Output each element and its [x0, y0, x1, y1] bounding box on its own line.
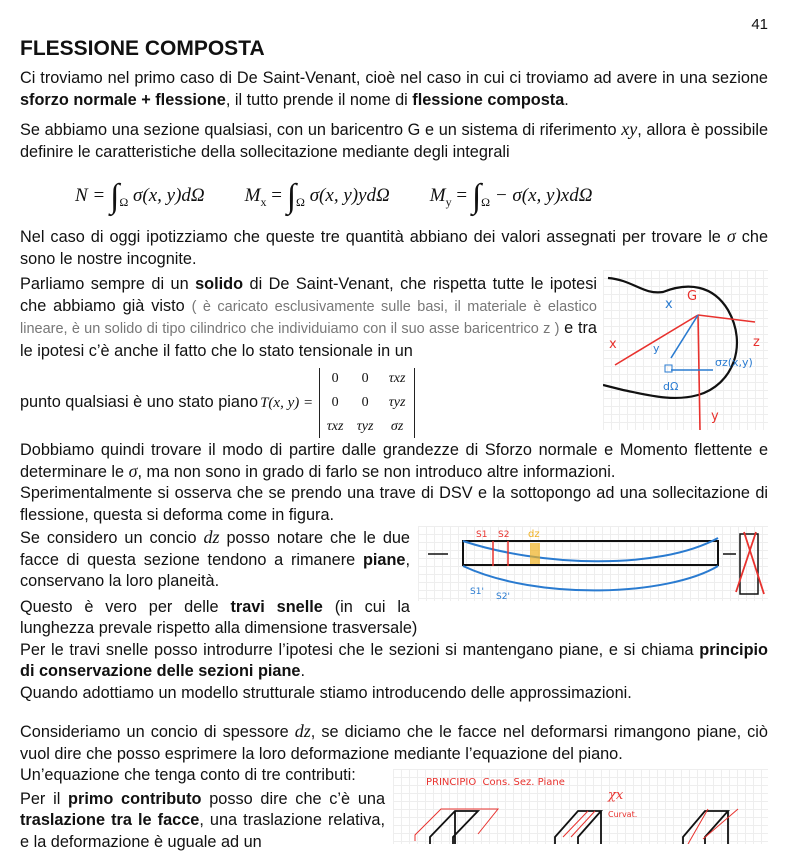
paragraph-section [20, 120, 768, 163]
integral-sign: ∫ [287, 178, 296, 215]
text: , conservano la loro planeità. [20, 551, 410, 591]
text: Se considero un concio [20, 529, 204, 547]
fig-label: dΩ [663, 380, 678, 393]
paragraph-slender [20, 597, 768, 640]
gray-note: ( è caricato esclusivamente sulle basi, il materiale è elastico lineare, è un solido di tipo cilindrico che individuiamo con il suo asse baricentrico z ) [20, 299, 597, 338]
figure-beam-bending [418, 526, 768, 601]
fig-label: χx [607, 788, 624, 803]
figure-plane-sections [393, 769, 768, 844]
fig-label: dz [528, 529, 540, 540]
fig-label: S1' [470, 587, 484, 597]
math: Ω [481, 195, 490, 209]
paragraph-contributions: Un’equazione che tenga conto di tre contributi: [20, 765, 768, 787]
text: Nel caso di oggi ipotizziamo che queste tre quantità abbiano dei valori assegnati per trovare le [20, 228, 727, 246]
math: Ω [119, 195, 128, 209]
math: x [260, 195, 266, 209]
fig-label: x [665, 297, 673, 312]
math: T(x, y) = [260, 394, 313, 412]
matrix-cell: τyz [350, 419, 380, 435]
fig-label: S1 [476, 530, 487, 540]
matrix-cell: τxz [320, 419, 350, 435]
fig-label: x [609, 337, 617, 352]
paragraph-approx: Quando adottiamo un modello strutturale stiamo introducendo delle approssimazioni. [20, 683, 768, 705]
math: σ(x, y)dΩ [133, 185, 205, 206]
text: e tra le ipotesi c’è anche il fatto che lo stato tensionale in un [20, 319, 597, 360]
text: , se diciamo che le facce nel deformarsi rimangono piane, ciò vuol dire che posso esprimere la loro deformazione mediante l’equazione del piano. [20, 723, 768, 763]
text: Per il [20, 790, 68, 808]
bold-text: sforzo normale + flessione [20, 91, 226, 109]
matrix-cell: τyz [382, 395, 412, 411]
figure-section-diagram [603, 270, 768, 430]
matrix-cell: σz [382, 419, 412, 435]
math: y [446, 195, 452, 209]
fig-label: S2' [496, 592, 510, 601]
math: M [245, 185, 261, 206]
formula-mx: $M_x = \int_\Omega$ σ(x, y)ydΩ [245, 185, 390, 208]
text: . [564, 91, 569, 109]
blocks-sketch [393, 769, 768, 844]
bold-text: flessione composta [412, 91, 564, 109]
paragraph-principle [20, 640, 768, 683]
matrix-cell: 0 [320, 395, 350, 411]
paragraph-plane-state [20, 368, 597, 438]
bold-text: piane [363, 551, 406, 569]
matrix-cell: 0 [320, 371, 350, 387]
stress-matrix [319, 368, 415, 438]
text: posso notare che le due facce di questa sezione tendono a rimanere [20, 529, 410, 569]
fig-label: y [711, 409, 719, 424]
fig-label: y [653, 342, 660, 355]
fig-label: Curvat. [608, 810, 637, 819]
paragraph-intro [20, 68, 768, 111]
bold-text: travi snelle [230, 598, 322, 616]
text: , allora è possibile definire le caratteristiche della sollecitazione mediante degli integrali [20, 121, 768, 161]
text: Per le travi snelle posso introdurre l’ipotesi che le sezioni si mantengano piane, e si chiama [20, 641, 699, 659]
math: N = [75, 185, 110, 206]
integral-sign: ∫ [472, 178, 481, 215]
text: Dobbiamo quindi trovare il modo di partire dalle grandezze di Sforzo normale e Momento flettente e determinare le [20, 441, 768, 481]
fig-label: S2 [498, 530, 509, 540]
text: , una traslazione relativa, e la deformazione è uguale ad un [20, 811, 385, 851]
math: M [430, 185, 446, 206]
formula-my: $M_y = \int_\Omega - \sigma(x$, y)xdΩ [430, 185, 593, 208]
fig-label: PRINCIPIO Cons. Sez. Piane [426, 777, 565, 788]
text: Consideriamo un concio di spessore [20, 723, 295, 741]
math: σ [129, 461, 138, 481]
math: σ [727, 226, 736, 246]
formula-row [20, 169, 768, 223]
bold-text: traslazione tra le facce [20, 811, 199, 829]
bold-text: principio di conservazione delle sezioni piane [20, 641, 768, 681]
matrix-cell: 0 [350, 371, 380, 387]
paragraph-plane-eq [20, 722, 768, 765]
page-title: FLESSIONE COMPOSTA [20, 36, 768, 62]
math: Ω [296, 195, 305, 209]
beam-sketch [418, 526, 768, 601]
section-sketch [603, 270, 768, 430]
math: − σ(x, y)xdΩ [495, 185, 593, 206]
matrix-cell: 0 [350, 395, 380, 411]
matrix-cell: τxz [382, 371, 412, 387]
text: , il tutto prende il nome di [226, 91, 412, 109]
text: Se abbiamo una sezione qualsiasi, con un baricentro G e un sistema di riferimento [20, 121, 621, 139]
document-body [20, 0, 768, 853]
text: punto qualsiasi è uno stato piano [20, 392, 258, 414]
integral-sign: ∫ [110, 178, 119, 215]
paragraph-experiment: Sperimentalmente si osserva che se prendo una trave di DSV e la sottopongo ad una sollecitazione di flessione, questa si deforma come in figura. [20, 483, 768, 526]
fig-label: G [687, 289, 697, 304]
bold-text: solido [195, 275, 243, 293]
math: xy [621, 119, 637, 139]
fig-label: σz(x,y) [715, 356, 753, 369]
text: posso dire che c’è una [202, 790, 386, 808]
text: , ma non sono in grado di farlo se non introduco altre informazioni. [138, 463, 616, 481]
paragraph-determine [20, 440, 768, 483]
math: σ(x, y)ydΩ [310, 185, 390, 206]
text: . [301, 662, 306, 680]
math: dz [295, 721, 311, 741]
math: dz [204, 527, 220, 547]
page-number: 41 [751, 16, 768, 33]
text: di De Saint-Venant, che rispetta tutte le ipotesi che abbiamo già visto [20, 275, 597, 315]
text: Questo è vero per delle [20, 598, 230, 616]
fig-label: z [753, 335, 760, 350]
text: Parliamo sempre di un [20, 275, 195, 293]
bold-text: primo contributo [68, 790, 201, 808]
text: (in cui la lunghezza prevale rispetto alla dimensione trasversale) [20, 598, 417, 638]
text: Ci troviamo nel primo caso di De Saint-Venant, cioè nel caso in cui ci troviamo ad avere in una sezione [20, 69, 768, 87]
paragraph-unknowns [20, 227, 768, 270]
formula-n [75, 185, 205, 208]
text: che sono le nostre incognite. [20, 228, 768, 268]
